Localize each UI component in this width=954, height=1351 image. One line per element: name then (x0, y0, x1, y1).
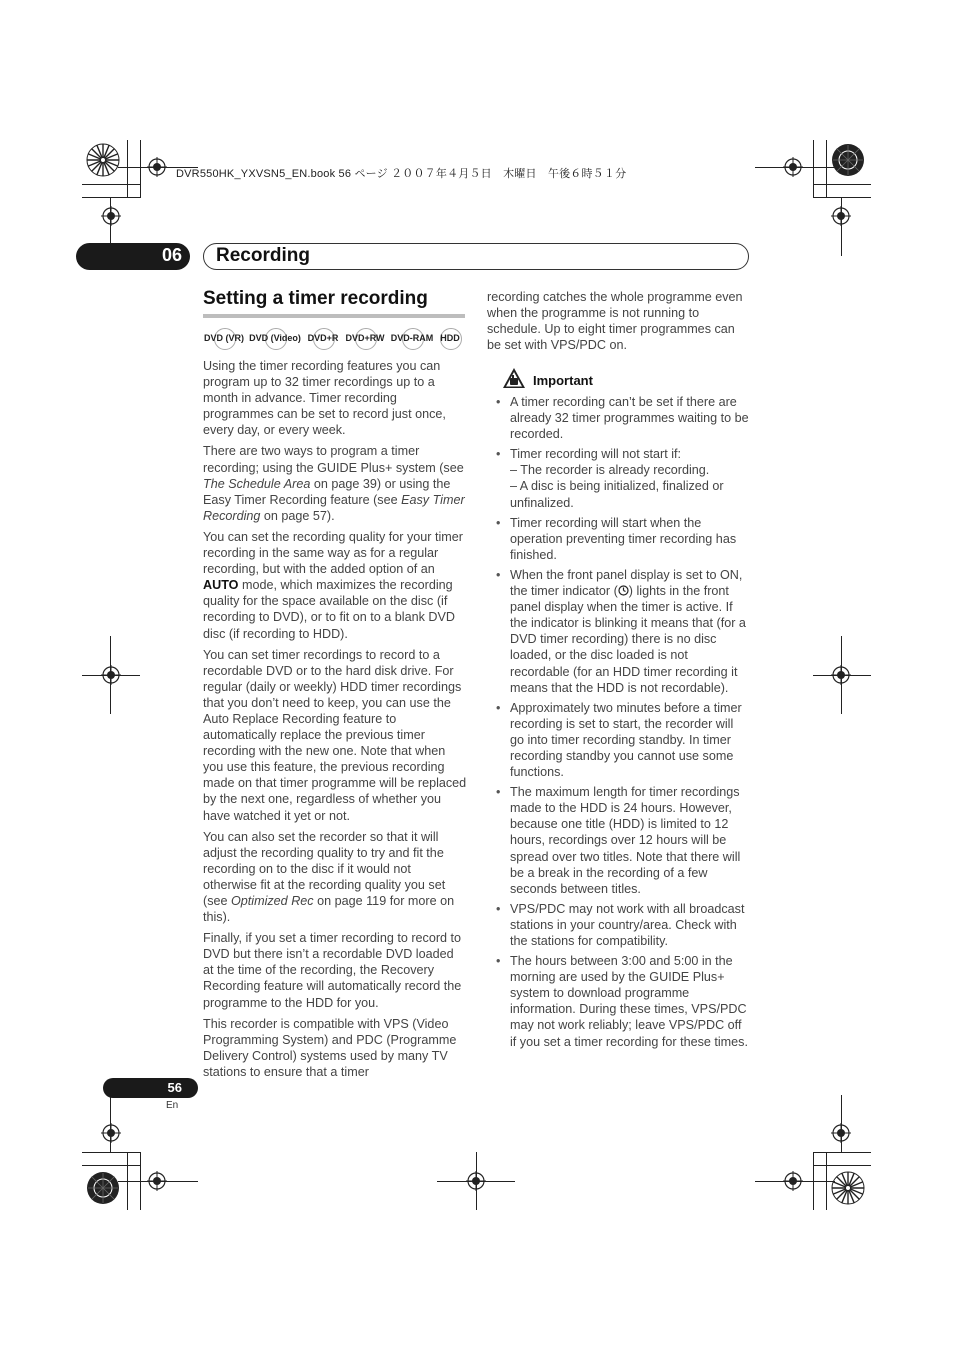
crop-mark (82, 1152, 140, 1153)
crop-mark (127, 140, 128, 198)
page-number-tab (103, 1078, 198, 1098)
paragraph: You can set the recording quality for your timer recording in the same way as for a regular recording, but with the added option of an AUTO mode, which maximizes the recording quality for the space available on the disc (if recording to DVD), or to fit on to a blank DVD disc (if recording to HDD). (203, 529, 463, 641)
chapter-number: 06 (161, 245, 182, 265)
badge-dvd-plus-r: DVD+R (306, 330, 340, 347)
important-notes (488, 394, 750, 1054)
registration-starburst-icon (86, 1171, 120, 1205)
registration-starburst-icon (831, 1171, 865, 1205)
section-divider (203, 314, 465, 318)
registration-starburst-icon (86, 143, 120, 177)
registration-target-icon (101, 1123, 121, 1143)
crop-mark (82, 675, 140, 676)
crop-mark (841, 198, 842, 256)
crop-mark (755, 167, 835, 168)
list-item: • The maximum length for timer recordings made to the HDD is 24 hours. However, because one title (HDD) is limited to 12 hours, recordings over 12 hours will be spread over two titles. Note that there will be a break in the recording of a few seconds between titles. (488, 784, 750, 897)
left-column (203, 358, 467, 1085)
list-item: • Approximately two minutes before a timer recording is set to start, the recorder will go into timer recording standby. In timer recording standby you cannot use some functions. (488, 700, 750, 780)
list-item: • When the front panel display is set to ON, the timer indicator ( ) lights in the front panel display when the timer is active. If the indicator is blinking it means that (for a DVD timer recording) there is no disc loaded, or the disc loaded is not recordable (for an HDD timer recording it means that the HDD is not recordable). (488, 567, 750, 696)
warning-icon (502, 367, 526, 389)
cross-reference: The Schedule Area (203, 476, 311, 491)
crop-mark (813, 197, 871, 198)
chapter-title: Recording (216, 245, 310, 266)
paragraph: This recorder is compatible with VPS (Video Programming System) and PDC (Programme Delivery Control) systems used by many TV stations to ensure that a timer (203, 1016, 457, 1079)
crop-mark (82, 1165, 140, 1166)
crop-mark (755, 1181, 835, 1182)
chapter-title-bar (203, 243, 749, 270)
crop-mark (476, 1152, 477, 1210)
badge-dvd-ram: DVD-RAM (390, 330, 434, 347)
list-item: • Timer recording will not start if: – The recorder is already recording. – A disc is being initialized, finalized or unfinalized. (488, 446, 750, 510)
paragraph: Using the timer recording features you can program up to 32 timer recordings up to a month in advance. Timer recording programmes can be set to record just once, every day, or every week. (203, 359, 446, 438)
crop-mark (841, 636, 842, 714)
badge-dvd-plus-rw: DVD+RW (343, 330, 387, 347)
crop-mark (82, 197, 140, 198)
chapter-tab (76, 243, 190, 270)
crop-mark (841, 1095, 842, 1153)
page-number: 56 (167, 1080, 182, 1095)
page-language: En (166, 1100, 179, 1111)
registration-starburst-icon (831, 143, 865, 177)
crop-mark (813, 675, 871, 676)
paragraph: Finally, if you set a timer recording to record to DVD but there isn’t a recordable DVD loaded at the time of the recording, the Recovery Recording feature will automatically record the programme to the HDD for you. (203, 931, 462, 1010)
paragraph: You can also set the recorder so that it will adjust the recording quality to try and fit the recording on to the disc if it would not otherwise fit at the recording quality you set (see Optimized Rec on page 119 for more on this). (203, 829, 455, 925)
cross-reference: Easy Timer Recording (203, 492, 465, 523)
crop-mark (82, 184, 140, 185)
timer-indicator-icon (618, 585, 629, 596)
crop-mark (813, 1165, 871, 1166)
book-file-header: DVR550HK_YXVSN5_EN.book 56 ページ ２００７年４月５日 木曜日 午後６時５１分 (176, 168, 627, 180)
crop-mark (826, 140, 827, 198)
cross-reference: Optimized Rec (231, 894, 314, 908)
disc-compatibility-badges (203, 330, 465, 348)
crop-mark (813, 184, 871, 185)
list-item: • VPS/PDC may not work with all broadcast stations in your country/area. Check with the stations for compatibility. (488, 901, 750, 949)
badge-dvd-vr: DVD (VR) (203, 330, 245, 347)
paragraph: There are two ways to program a timer recording; using the GUIDE Plus+ system (see The Schedule Area on page 39) or using the Easy Timer Recording feature (see Easy Timer Recording on page 57). (203, 444, 465, 523)
registration-target-icon (101, 206, 121, 226)
paragraph: recording catches the whole programme even when the programme is not running to schedule. Up to eight timer programmes can be set with VPS/PDC on. (487, 290, 743, 353)
section-title: Setting a timer recording (203, 288, 428, 309)
crop-mark (110, 636, 111, 714)
right-column-intro (487, 289, 749, 358)
crop-mark (813, 140, 814, 198)
important-list (488, 394, 750, 1050)
list-item: • Timer recording will start when the operation preventing timer recording has finished. (488, 515, 750, 563)
important-heading: Important (533, 373, 593, 388)
paragraph: You can set timer recordings to record to a recordable DVD or to the hard disk drive. For regular (daily or weekly) HDD timer recordings that you don’t need to keep, you can use the Auto Replace Recording feature to automatically replace the previous timer recording with the new one. Note that when you use this feature, the previous recording made on that timer programme will be replaced by the next one, regardless of whether you have watched it yet or not. (203, 647, 467, 823)
crop-mark (110, 1095, 111, 1153)
crop-mark (118, 1181, 198, 1182)
list-item: • The hours between 3:00 and 5:00 in the morning are used by the GUIDE Plus+ system to download programme information. During these times, VPS/PDC may not work reliably; leave VPS/PDC off if you set a timer recording for these times. (488, 953, 750, 1050)
badge-hdd: HDD (439, 330, 461, 347)
crop-mark (813, 1152, 871, 1153)
list-item: • A timer recording can’t be set if there are already 32 timer programmes waiting to be recorded. (488, 394, 750, 442)
badge-dvd-video: DVD (Video) (248, 330, 302, 347)
mode-name: AUTO (203, 578, 239, 593)
crop-mark (140, 140, 141, 198)
